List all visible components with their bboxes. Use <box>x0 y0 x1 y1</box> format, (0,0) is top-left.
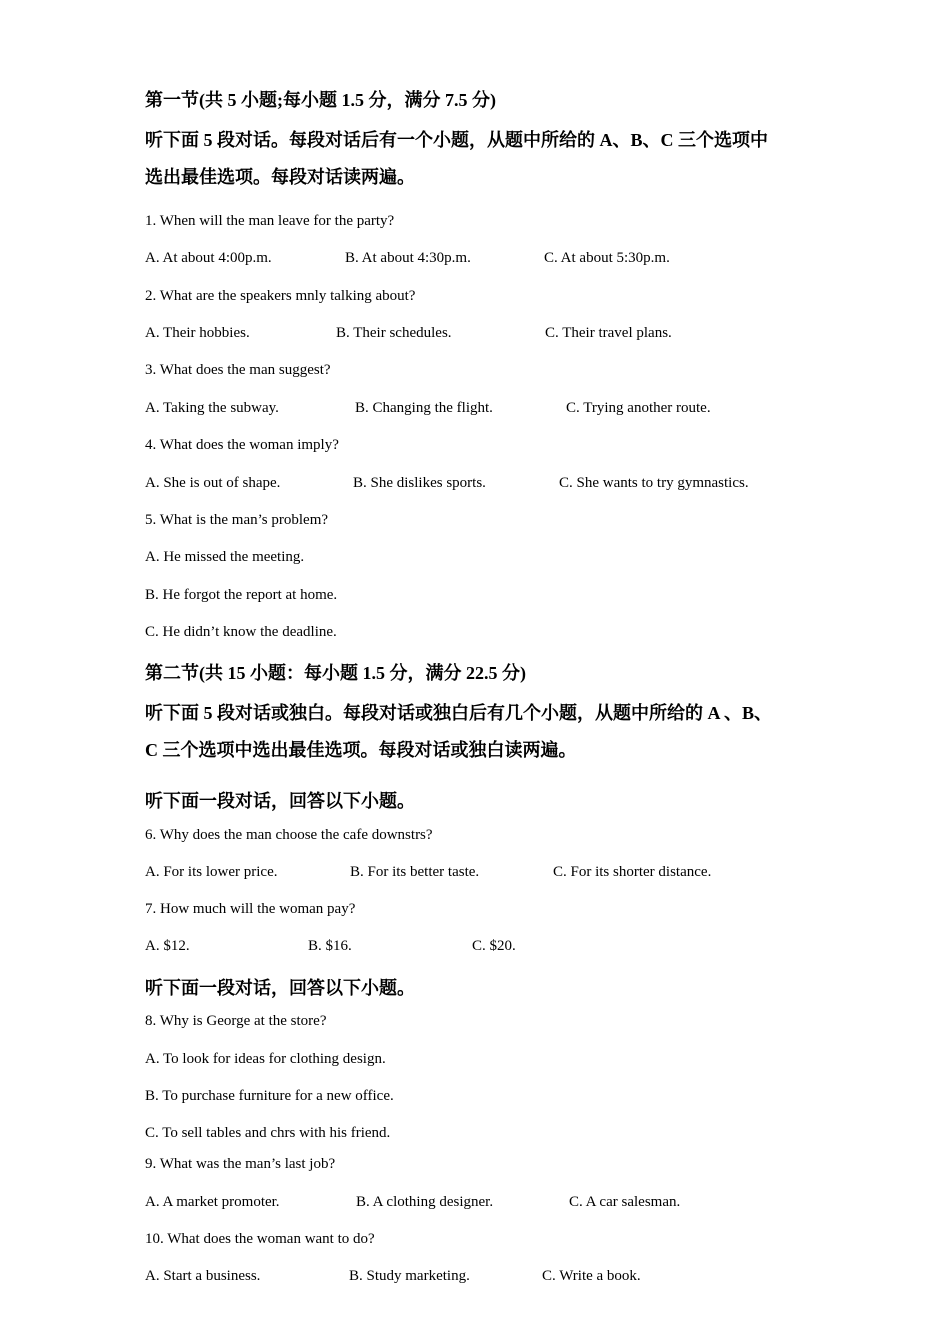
dialogue-intro-2: 听下面一段对话，回答以下小题。 <box>145 978 415 998</box>
q4-option-b: B. She dislikes sports. <box>353 475 486 491</box>
q10-option-b: B. Study marketing. <box>349 1268 470 1284</box>
section1-instruction-line1: 听下面 5 段对话。每段对话后有一个小题，从题中所给的 A、B、C 三个选项中 <box>145 130 769 150</box>
section2-instruction-line1: 听下面 5 段对话或独白。每段对话或独白后有几个小题，从题中所给的 A 、B、 <box>145 703 773 723</box>
q6-option-a: A. For its lower price. <box>145 864 278 880</box>
q3-option-b: B. Changing the flight. <box>355 400 493 416</box>
q8-option-b: B. To purchase furniture for a new office. <box>145 1088 394 1104</box>
q5-option-b: B. He forgot the report at home. <box>145 587 338 603</box>
section2-instruction-line2: C 三个选项中选出最佳选项。每段对话或独白读两遍。 <box>145 740 577 760</box>
q10-option-c: C. Write a book. <box>542 1268 641 1284</box>
q1-option-b: B. At about 4:30p.m. <box>345 250 471 266</box>
q5-option-c: C. He didn’t know the deadline. <box>145 624 337 640</box>
q7-option-a: A. $12. <box>145 938 190 954</box>
q7-option-b: B. $16. <box>308 938 352 954</box>
question-4: 4. What does the woman imply? <box>145 437 339 453</box>
question-1: 1. When will the man leave for the party? <box>145 213 395 229</box>
q3-option-c: C. Trying another route. <box>566 400 711 416</box>
q6-option-c: C. For its shorter distance. <box>553 864 712 880</box>
q9-option-c: C. A car salesman. <box>569 1194 681 1210</box>
dialogue-intro-1: 听下面一段对话，回答以下小题。 <box>145 791 415 811</box>
q4-option-a: A. She is out of shape. <box>145 475 281 491</box>
question-8: 8. Why is George at the store? <box>145 1013 327 1029</box>
q10-option-a: A. Start a business. <box>145 1268 261 1284</box>
q2-option-b: B. Their schedules. <box>336 325 452 341</box>
question-9: 9. What was the man’s last job? <box>145 1156 336 1172</box>
q1-option-c: C. At about 5:30p.m. <box>544 250 670 266</box>
question-10: 10. What does the woman want to do? <box>145 1231 375 1247</box>
q1-option-a: A. At about 4:00p.m. <box>145 250 272 266</box>
question-3: 3. What does the man suggest? <box>145 362 331 378</box>
q7-option-c: C. $20. <box>472 938 516 954</box>
q5-option-a: A. He missed the meeting. <box>145 549 305 565</box>
q9-option-a: A. A market promoter. <box>145 1194 280 1210</box>
question-6: 6. Why does the man choose the cafe downstrs? <box>145 827 433 843</box>
section1-instruction-line2: 选出最佳选项。每段对话读两遍。 <box>145 167 415 187</box>
question-5: 5. What is the man’s problem? <box>145 512 329 528</box>
q8-option-a: A. To look for ideas for clothing design. <box>145 1051 386 1067</box>
section1-title: 第一节(共 5 小题;每小题 1.5 分，满分 7.5 分) <box>145 90 496 110</box>
question-2: 2. What are the speakers mnly talking about? <box>145 288 416 304</box>
q2-option-a: A. Their hobbies. <box>145 325 250 341</box>
q2-option-c: C. Their travel plans. <box>545 325 672 341</box>
q4-option-c: C. She wants to try gymnastics. <box>559 475 749 491</box>
q3-option-a: A. Taking the subway. <box>145 400 279 416</box>
q9-option-b: B. A clothing designer. <box>356 1194 494 1210</box>
question-7: 7. How much will the woman pay? <box>145 901 356 917</box>
section2-title: 第二节(共 15 小题：每小题 1.5 分，满分 22.5 分) <box>145 663 526 683</box>
q6-option-b: B. For its better taste. <box>350 864 480 880</box>
q8-option-c: C. To sell tables and chrs with his friend. <box>145 1125 391 1141</box>
